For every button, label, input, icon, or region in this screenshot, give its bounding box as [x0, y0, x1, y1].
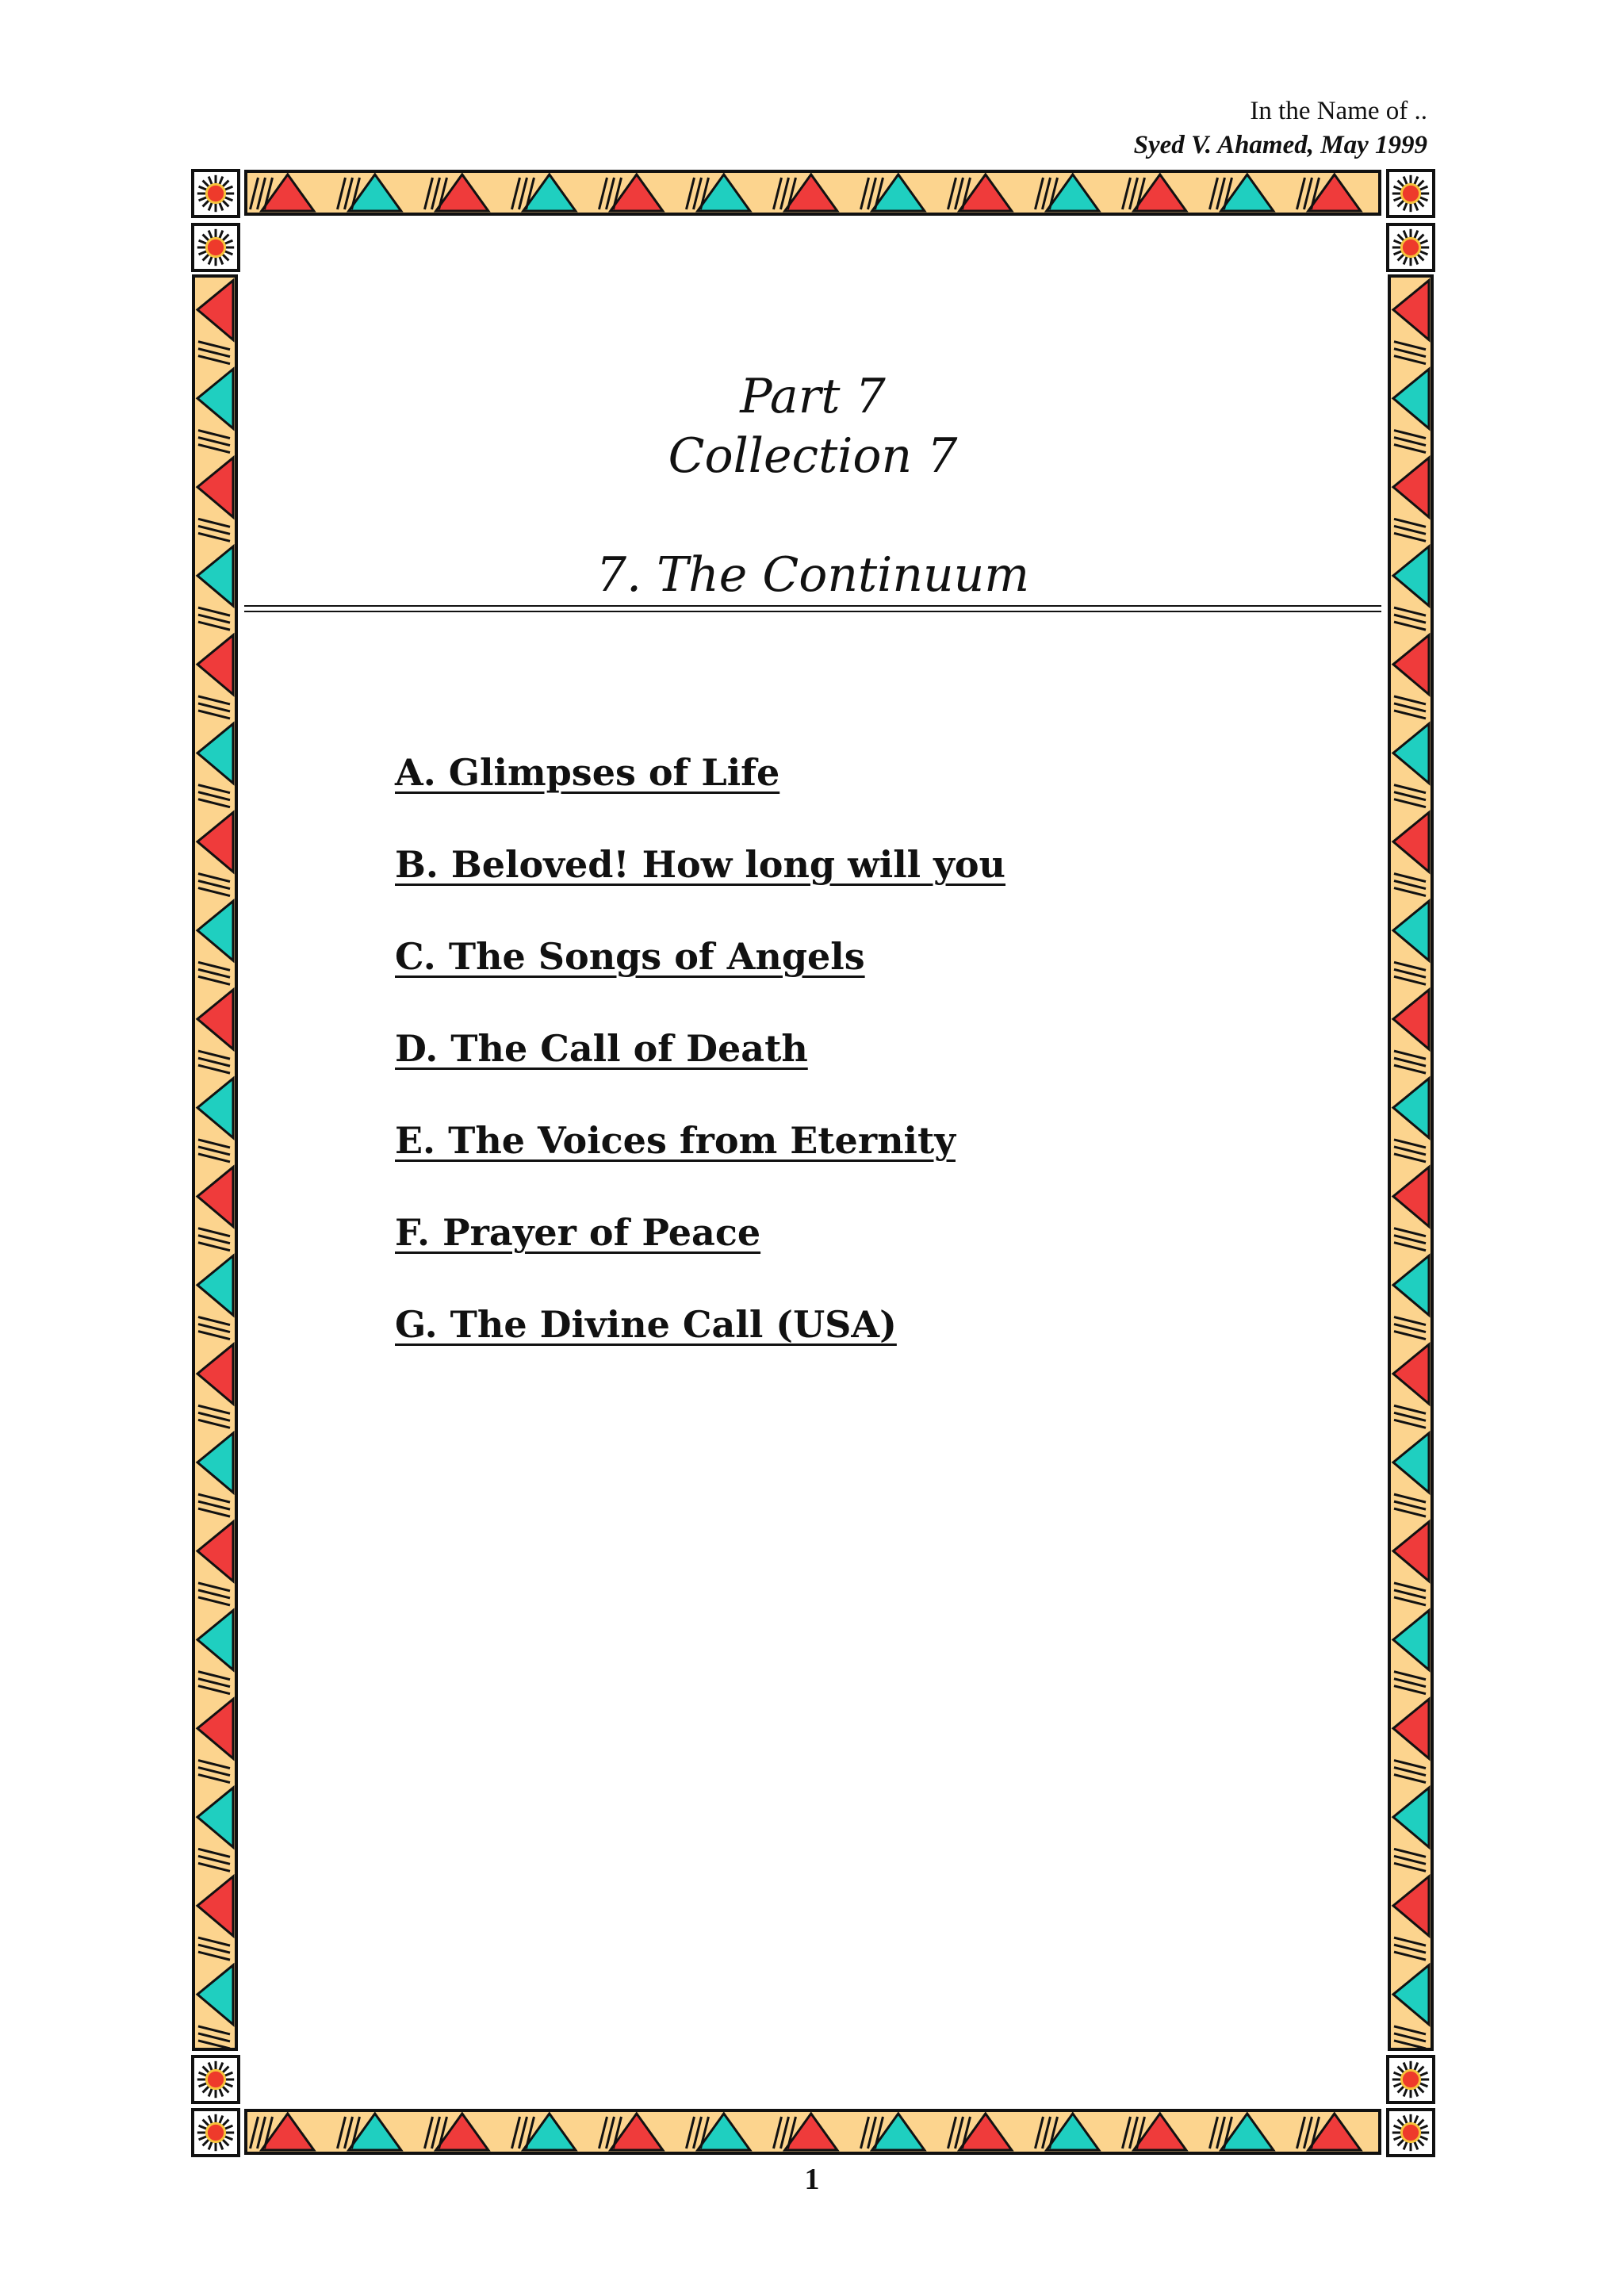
- collection-title: Collection 7: [668, 428, 958, 484]
- header-author-date: Syed V. Ahamed, May 1999: [1133, 131, 1427, 159]
- title-divider-top: [244, 605, 1381, 607]
- sun-icon: [206, 184, 224, 202]
- sun-icon: [1401, 184, 1419, 202]
- chapter-title: 7. The Continuum: [596, 547, 1030, 603]
- sun-icon: [206, 238, 224, 256]
- toc-item[interactable]: D. The Call of Death: [395, 1027, 808, 1070]
- page-number: 1: [804, 2163, 820, 2196]
- toc-item[interactable]: F. Prayer of Peace: [395, 1211, 761, 1254]
- header-attribution-line: In the Name of ..: [1250, 97, 1427, 125]
- title-divider-bottom: [244, 611, 1381, 612]
- table-of-contents: [395, 749, 1005, 1393]
- toc-item[interactable]: B. Beloved! How long will you: [395, 843, 1006, 886]
- border-left-strip: [193, 276, 236, 2049]
- part-title: Part 7: [740, 369, 886, 424]
- sun-icon: [1401, 238, 1419, 256]
- toc-item[interactable]: A. Glimpses of Life: [395, 751, 780, 794]
- border-right-strip: [1389, 276, 1432, 2049]
- toc-item[interactable]: G. The Divine Call (USA): [395, 1303, 897, 1346]
- sun-icon: [1401, 2070, 1419, 2088]
- sun-icon: [206, 2070, 224, 2088]
- toc-item[interactable]: E. The Voices from Eternity: [395, 1119, 956, 1162]
- sun-icon: [206, 2123, 224, 2141]
- sun-icon: [1401, 2123, 1419, 2141]
- toc-item[interactable]: C. The Songs of Angels: [395, 935, 865, 978]
